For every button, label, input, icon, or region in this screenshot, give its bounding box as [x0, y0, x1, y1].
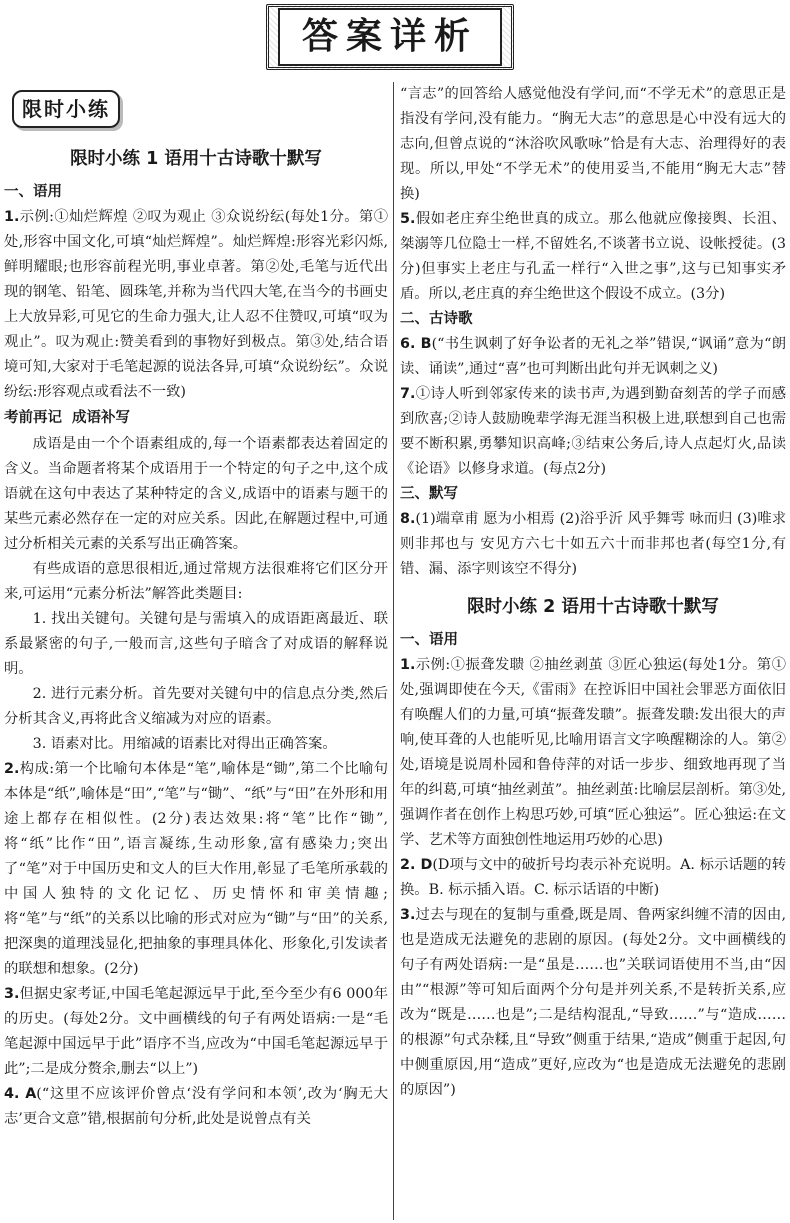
review-step-3: 3. 语素对比。用缩减的语素比对得出正确答案。 — [32, 736, 337, 752]
answer-number: 1. — [400, 657, 416, 673]
answer-number: 4. A — [4, 1086, 37, 1102]
answer-text: 示例:①振聋发聩 ②抽丝剥茧 ③匠心独运(每处1分。第①处,强调即使在今天,《雷雨》在控诉旧中国社会罪恶方面依旧有唤醒人们的力量,可填“振聋发聩”。振聋发聩:发出很大的声响,使耳聋的人也能听见,比喻用语言文字唤醒糊涂的人。第②处,语境是说周朴园和鲁侍萍的对话一步步、细致地再现了当年的纠葛,可填“抽丝剥茧”。抽丝剥茧:比喻层层剖析。第③处,强调作者在创作上构思巧妙,可填“匠心独运”。匠心独运:在文学、艺术等方面独创性地运用巧妙的心思) — [400, 657, 786, 848]
answer-2-1 — [400, 653, 786, 853]
answer-text: 构成:第一个比喻句本体是“笔”,喻体是“锄”,第二个比喻句本体是“纸”,喻体是“田”,“笔”与“锄”、“纸”与“田”在外形和用途上都存在相似性。(2分)表达效果:将“笔”比作“锄”,将“纸”比作“田”,语言凝练,生动形象,富有感染力;突出了“笔”对于中国历史和文人的巨大作用,彰显了毛笔所承载的中国人独特的文化记忆、历史情怀和审美情趣;将“笔”与“纸”的关系以比喻的形式对应为“锄”与“田”的关系,把深奥的道理浅显化,把抽象的事理具体化、形象化,引发读者的联想和想象。(2分) — [4, 761, 388, 977]
column-divider — [393, 82, 394, 1220]
answer-2-3 — [400, 903, 786, 1103]
answer-6 — [400, 332, 786, 382]
answer-text: (1)端章甫 愿为小相焉 (2)浴乎沂 风乎舞雩 咏而归 (3)唯求则非邦也与 安见方六七十如五六十而非邦也者(每空1分,有错、漏、添字则该空不得分) — [400, 511, 786, 577]
review-paragraph-2: 有些成语的意思很相近,通过常规方法很难将它们区分开来,可运用“元素分析法”解答此类题目: — [4, 561, 388, 602]
answer-text: (“书生讽刺了好争讼者的无礼之举”错误,“讽诵”意为“朗读、诵读”,通过“喜”也可判断出此句并无讽刺之义) — [400, 336, 786, 377]
heading-gushige: 二、古诗歌 — [400, 311, 473, 327]
answer-7 — [400, 382, 786, 482]
answer-number: 1. — [4, 209, 20, 225]
section-stamp: 限时小练 — [12, 90, 120, 128]
answer-3 — [4, 982, 388, 1082]
answer-number: 6. B — [400, 336, 432, 352]
review-paragraph-1: 成语是由一个个语素组成的,每一个语素都表达着固定的含义。当命题者将某个成语用于一个特定的句子之中,这个成语就在这句中表达了某种特定的含义,成语中的语素与题干的某些元素必然存在一定的对应关系。因此,在解题过程中,可通过分析相关元素的关系写出正确答案。 — [4, 436, 388, 552]
answer-number: 2. — [4, 761, 20, 777]
answer-text: 但据史家考证,中国毛笔起源远早于此,至今至少有6 000年的历史。(每处2分。文中画横线的句子有两处语病:一是“毛笔起源中国远早于此”语序不当,应改为“中国毛笔起源远早于此”;二是成分赘余,删去“以上”) — [4, 986, 388, 1077]
answer-text: 假如老庄弃尘绝世真的成立。那么他就应像接舆、长沮、桀溺等几位隐士一样,不留姓名,不谈著书立说、设帐授徒。(3分)但事实上老庄与孔孟一样行“入世之事”,这与已知事实矛盾。所以,老庄真的弃尘绝世这个假设不成立。(3分) — [400, 211, 786, 302]
answer-number: 3. — [4, 986, 20, 1002]
review-topic: 成语补写 — [72, 410, 130, 426]
review-label: 考前再记 — [4, 410, 62, 426]
answer-number: 5. — [400, 211, 416, 227]
answer-text: (“这里不应该评价曾点‘没有学问和本领’,改为‘胸无大志’更合文意”错,根据前句分析,此处是说曾点有关 — [4, 1086, 388, 1127]
heading-yuyong: 一、语用 — [4, 184, 62, 200]
answer-8 — [400, 507, 786, 582]
answer-2 — [4, 757, 388, 982]
answer-text: 过去与现在的复制与重叠,既是周、鲁两家纠缠不清的因由,也是造成无法避免的悲剧的原因。(每处2分。文中画横线的句子有两处语病:一是“虽是……也”关联词语使用不当,由“因由”“根源”等可知后面两个分句是并列关系,不是转折关系,应改为“既是……也是”;二是结构混乱,“导致……”与“造成……的根源”句式杂糅,且“导致”侧重于结果,“造成”侧重于起因,句中侧重原因,用“造成”更好,应改为“也是造成无法避免的悲剧的原因”) — [400, 907, 786, 1098]
answer-number: 2. D — [400, 857, 433, 873]
section-title-2: 限时小练 2 语用十古诗歌十默写 — [467, 597, 719, 617]
page-banner — [266, 4, 514, 70]
answer-4-continued: “言志”的回答给人感觉他没有学问,而“不学无术”的意思正是指没有学问,没有能力。“胸无大志”的意思是心中没有远大的志向,但曾点说的“沐浴吹风歌咏”恰是有大志、治理得好的表现。所以,甲处“不学无术”的使用妥当,不能用“胸无大志”替换) — [400, 86, 786, 202]
answer-text: ①诗人听到邻家传来的读书声,为遇到勤奋刻苦的学子而感到欣喜;②诗人鼓励晚辈学海无涯当积极上进,联想到自己也需要不断积累,勇攀知识高峰;③结束公务后,诗人点起灯火,品读《论语》以修身求道。(每点2分) — [400, 386, 786, 477]
answer-number: 3. — [400, 907, 416, 923]
answer-4 — [4, 1082, 388, 1132]
answer-number: 8. — [400, 511, 416, 527]
section-title-1: 限时小练 1 语用十古诗歌十默写 — [70, 149, 322, 169]
answer-text: 示例:①灿烂辉煌 ②叹为观止 ③众说纷纭(每处1分。第①处,形容中国文化,可填“灿烂辉煌”。灿烂辉煌:形容光彩闪烁,鲜明耀眼;也形容前程光明,事业卓著。第②处,毛笔与近代出现的钢笔、铅笔、圆珠笔,并称为当代四大笔,在当今的书画史上大放异彩,可见它的生命力强大,让人忍不住赞叹,可填“叹为观止”。叹为观止:赞美看到的事物好到极点。第③处,结合语境可知,大家对于毛笔起源的说法各异,可填“众说纷纭”。众说纷纭:形容观点或看法不一致) — [4, 209, 388, 400]
review-heading — [4, 405, 388, 432]
review-step-1: 1. 找出关键句。关键句是与需填入的成语距离最近、联系最紧密的句子,一般而言,这些句子暗含了对成语的解释说明。 — [4, 611, 388, 677]
left-column — [4, 82, 388, 1220]
heading-yuyong-2: 一、语用 — [400, 632, 458, 648]
banner-title: 答案详析 — [278, 8, 502, 66]
answer-1 — [4, 205, 388, 405]
answer-text: (D项与文中的破折号均表示补充说明。A. 标示话题的转换。B. 标示插入语。C. 标示话语的中断) — [400, 857, 786, 898]
answer-number: 7. — [400, 386, 416, 402]
right-column — [400, 82, 786, 1220]
answer-2-2 — [400, 853, 786, 903]
answer-5 — [400, 207, 786, 307]
heading-moxie: 三、默写 — [400, 486, 458, 502]
review-step-2: 2. 进行元素分析。首先要对关键句中的信息点分类,然后分析其含义,再将此含义缩减为对应的语素。 — [4, 686, 388, 727]
